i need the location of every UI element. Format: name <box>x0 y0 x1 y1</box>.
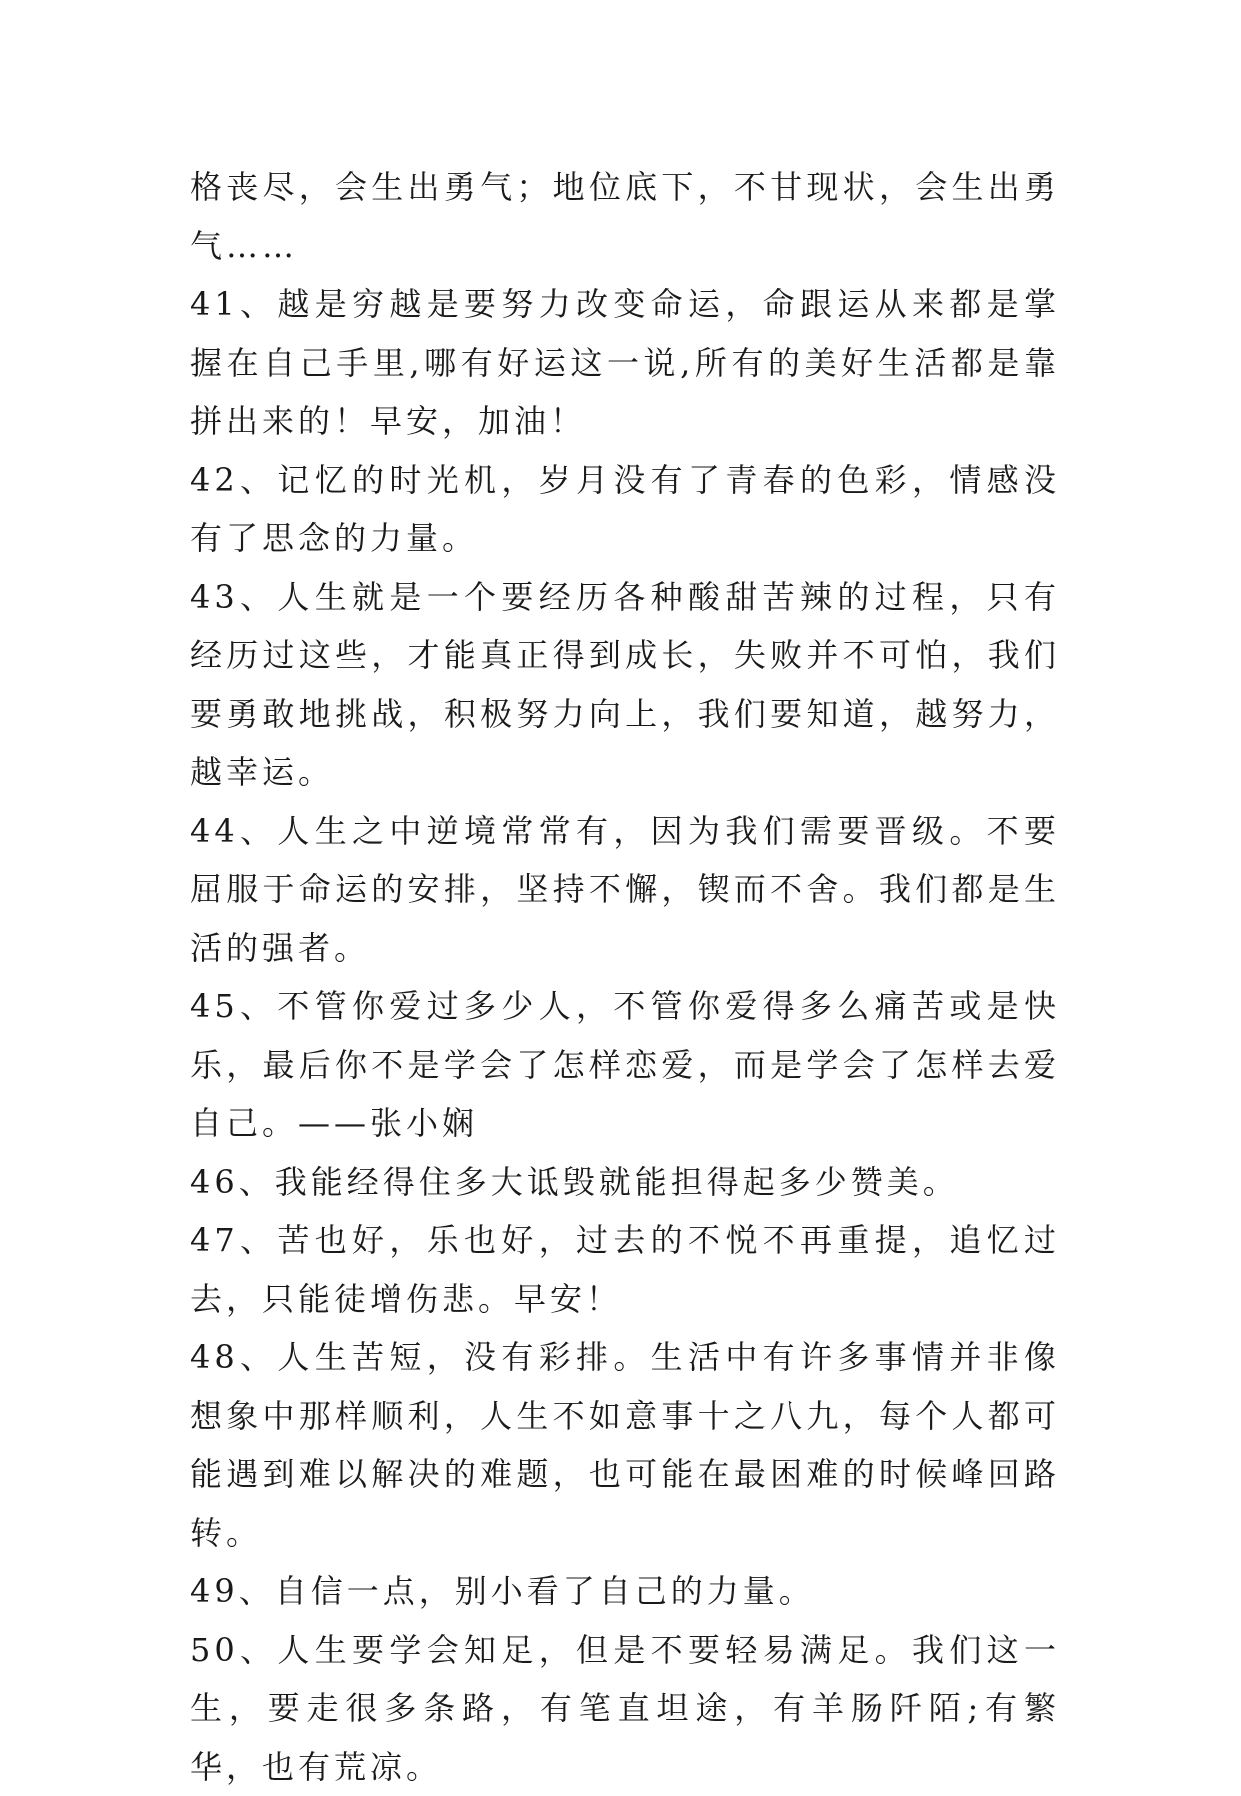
paragraph-45: 45、不管你爱过多少人，不管你爱得多么痛苦或是快乐，最后你不是学会了怎样恋爱，而是学会了怎样去爱自己。——张小娴 <box>190 977 1060 1153</box>
paragraph-44: 44、人生之中逆境常常有，因为我们需要晋级。不要屈服于命运的安排，坚持不懈，锲而不舍。我们都是生活的强者。 <box>190 802 1060 978</box>
paragraph-48: 48、人生苦短，没有彩排。生活中有许多事情并非像想象中那样顺利，人生不如意事十之八九，每个人都可能遇到难以解决的难题，也可能在最困难的时候峰回路转。 <box>190 1328 1060 1562</box>
paragraph-42: 42、记忆的时光机，岁月没有了青春的色彩，情感没有了思念的力量。 <box>190 451 1060 568</box>
paragraph-46: 46、我能经得住多大诋毁就能担得起多少赞美。 <box>190 1153 1060 1212</box>
paragraph-41: 41、越是穷越是要努力改变命运，命跟运从来都是掌握在自己手里,哪有好运这一说,所有的美好生活都是靠拼出来的！早安，加油！ <box>190 275 1060 451</box>
document-body <box>190 158 1060 1796</box>
paragraph-50: 50、人生要学会知足，但是不要轻易满足。我们这一生，要走很多条路，有笔直坦途，有羊肠阡陌;有繁华，也有荒凉。 <box>190 1621 1060 1796</box>
paragraph-continuation: 格丧尽，会生出勇气；地位底下，不甘现状，会生出勇气…… <box>190 158 1060 275</box>
paragraph-49: 49、自信一点，别小看了自己的力量。 <box>190 1562 1060 1621</box>
paragraph-47: 47、苦也好，乐也好，过去的不悦不再重提，追忆过去，只能徒增伤悲。早安！ <box>190 1211 1060 1328</box>
paragraph-43: 43、人生就是一个要经历各种酸甜苦辣的过程，只有经历过这些，才能真正得到成长，失败并不可怕，我们要勇敢地挑战，积极努力向上，我们要知道，越努力，越幸运。 <box>190 568 1060 802</box>
